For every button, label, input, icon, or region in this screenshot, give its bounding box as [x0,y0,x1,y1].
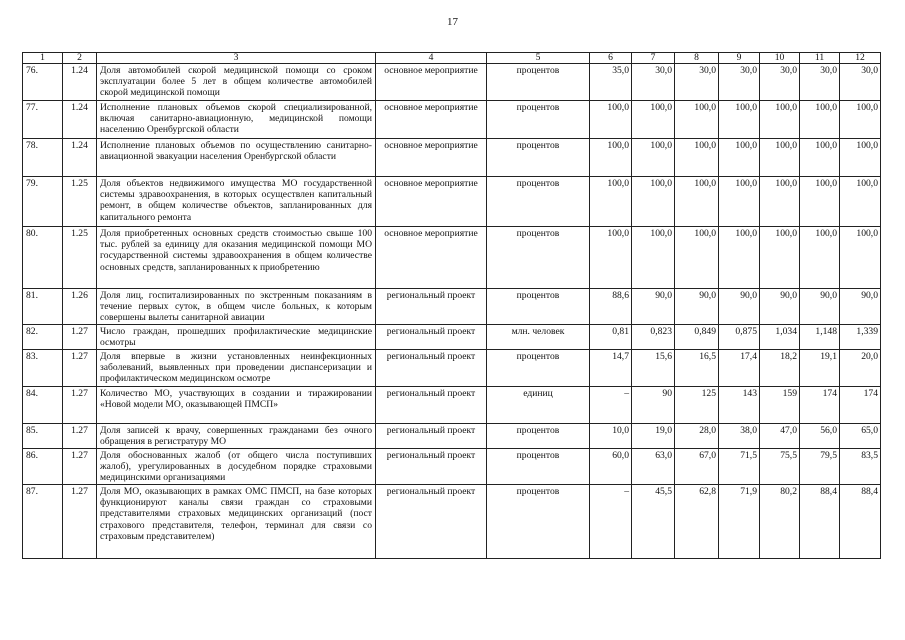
code-cell: 1.27 [63,325,97,350]
value-cell: 60,0 [590,449,632,485]
value-cell: 71,5 [719,449,760,485]
value-cell: 1,148 [800,325,840,350]
value-cell: 28,0 [675,424,719,449]
column-number-cell: 4 [376,53,487,64]
table-row [23,64,881,101]
value-cell: 100,0 [632,177,675,227]
row-number-cell: 84. [23,387,63,424]
value-cell: 100,0 [719,177,760,227]
value-cell: 100,0 [675,139,719,177]
value-cell: 80,2 [760,485,800,559]
table-row [23,424,881,449]
value-cell: – [590,387,632,424]
value-cell: 100,0 [590,177,632,227]
value-cell: 83,5 [840,449,881,485]
value-cell: 63,0 [632,449,675,485]
row-number-cell: 76. [23,64,63,101]
column-number-cell: 3 [97,53,376,64]
row-number-cell: 79. [23,177,63,227]
value-cell: 17,4 [719,350,760,387]
value-cell: 90,0 [719,289,760,325]
indicator-type-cell: региональный проект [376,387,487,424]
unit-cell: процентов [487,64,590,101]
value-cell: 100,0 [590,101,632,139]
table-row [23,177,881,227]
value-cell: 100,0 [800,101,840,139]
row-number-cell: 85. [23,424,63,449]
indicator-type-cell: основное мероприятие [376,227,487,289]
value-cell: 100,0 [840,101,881,139]
indicator-type-cell: региональный проект [376,449,487,485]
column-number-cell: 8 [675,53,719,64]
value-cell: 90 [632,387,675,424]
column-number-cell: 12 [840,53,881,64]
value-cell: 0,849 [675,325,719,350]
value-cell: – [590,485,632,559]
value-cell: 100,0 [840,177,881,227]
value-cell: 88,4 [840,485,881,559]
value-cell: 30,0 [632,64,675,101]
value-cell: 100,0 [675,227,719,289]
row-number-cell: 83. [23,350,63,387]
value-cell: 71,9 [719,485,760,559]
code-cell: 1.27 [63,449,97,485]
value-cell: 30,0 [840,64,881,101]
indicator-type-cell: основное мероприятие [376,101,487,139]
table-row [23,350,881,387]
value-cell: 100,0 [800,139,840,177]
value-cell: 90,0 [840,289,881,325]
value-cell: 47,0 [760,424,800,449]
code-cell: 1.24 [63,64,97,101]
indicator-type-cell: региональный проект [376,325,487,350]
column-number-cell: 11 [800,53,840,64]
row-number-cell: 87. [23,485,63,559]
table-body [23,64,881,559]
value-cell: 18,2 [760,350,800,387]
unit-cell: процентов [487,449,590,485]
indicator-name-cell: Число граждан, прошедших профилактические медицинские осмотры [97,325,376,350]
row-number-cell: 81. [23,289,63,325]
value-cell: 65,0 [840,424,881,449]
value-cell: 0,875 [719,325,760,350]
value-cell: 75,5 [760,449,800,485]
indicator-type-cell: региональный проект [376,289,487,325]
row-number-cell: 80. [23,227,63,289]
value-cell: 100,0 [632,101,675,139]
value-cell: 100,0 [719,101,760,139]
table-row [23,485,881,559]
row-number-cell: 78. [23,139,63,177]
value-cell: 35,0 [590,64,632,101]
page-number: 17 [447,16,458,28]
table-row [23,449,881,485]
unit-cell: процентов [487,289,590,325]
unit-cell: процентов [487,139,590,177]
column-number-cell: 5 [487,53,590,64]
table-row [23,387,881,424]
row-number-cell: 77. [23,101,63,139]
value-cell: 90,0 [675,289,719,325]
value-cell: 88,4 [800,485,840,559]
indicator-name-cell: Исполнение плановых объемов по осуществлению санитарно-авиационной эвакуации населения Оренбургской области [97,139,376,177]
indicator-type-cell: основное мероприятие [376,64,487,101]
indicators-table [22,52,881,559]
value-cell: 88,6 [590,289,632,325]
value-cell: 100,0 [590,227,632,289]
value-cell: 100,0 [675,177,719,227]
value-cell: 90,0 [760,289,800,325]
indicator-type-cell: региональный проект [376,424,487,449]
value-cell: 100,0 [840,139,881,177]
value-cell: 174 [800,387,840,424]
unit-cell: процентов [487,177,590,227]
value-cell: 30,0 [719,64,760,101]
value-cell: 100,0 [840,227,881,289]
value-cell: 90,0 [632,289,675,325]
value-cell: 16,5 [675,350,719,387]
unit-cell: единиц [487,387,590,424]
value-cell: 100,0 [719,227,760,289]
row-number-cell: 82. [23,325,63,350]
code-cell: 1.27 [63,350,97,387]
value-cell: 100,0 [760,139,800,177]
code-cell: 1.24 [63,101,97,139]
column-number-cell: 2 [63,53,97,64]
code-cell: 1.27 [63,485,97,559]
value-cell: 45,5 [632,485,675,559]
value-cell: 125 [675,387,719,424]
value-cell: 19,0 [632,424,675,449]
value-cell: 100,0 [760,101,800,139]
value-cell: 143 [719,387,760,424]
row-number-cell: 86. [23,449,63,485]
code-cell: 1.26 [63,289,97,325]
value-cell: 20,0 [840,350,881,387]
indicator-name-cell: Доля лиц, госпитализированных по экстренным показаниям в течение первых суток, в общем числе больных, к которым совершены вылеты санитарной авиации [97,289,376,325]
value-cell: 30,0 [800,64,840,101]
value-cell: 100,0 [719,139,760,177]
value-cell: 100,0 [760,227,800,289]
indicator-type-cell: региональный проект [376,350,487,387]
unit-cell: процентов [487,424,590,449]
code-cell: 1.25 [63,177,97,227]
value-cell: 38,0 [719,424,760,449]
column-number-row [23,53,881,64]
value-cell: 14,7 [590,350,632,387]
indicator-name-cell: Доля объектов недвижимого имущества МО государственной системы здравоохранения, в которых осуществлен капитальный ремонт, в общем количестве объектов, запланированных для капитального ремонта [97,177,376,227]
indicator-type-cell: основное мероприятие [376,139,487,177]
table-row [23,325,881,350]
value-cell: 15,6 [632,350,675,387]
table-row [23,139,881,177]
value-cell: 100,0 [800,227,840,289]
unit-cell: млн. человек [487,325,590,350]
value-cell: 0,823 [632,325,675,350]
value-cell: 62,8 [675,485,719,559]
value-cell: 0,81 [590,325,632,350]
value-cell: 100,0 [675,101,719,139]
value-cell: 159 [760,387,800,424]
table-row [23,101,881,139]
value-cell: 100,0 [632,227,675,289]
indicator-name-cell: Доля впервые в жизни установленных неинфекционных заболеваний, выявленных при проведении диспансеризации и профилактическом медицинском осмотре [97,350,376,387]
unit-cell: процентов [487,485,590,559]
value-cell: 1,034 [760,325,800,350]
indicator-name-cell: Доля обоснованных жалоб (от общего числа поступивших жалоб), урегулированных в досудебном порядке страховыми медицинскими организациями [97,449,376,485]
table-row [23,289,881,325]
indicator-type-cell: региональный проект [376,485,487,559]
value-cell: 90,0 [800,289,840,325]
value-cell: 174 [840,387,881,424]
indicator-name-cell: Исполнение плановых объемов скорой специализированной, включая санитарно-авиационную, медицинской помощи населению Оренбургской области [97,101,376,139]
indicator-name-cell: Количество МО, участвующих в создании и тиражировании «Новой модели МО, оказывающей ПМСП» [97,387,376,424]
value-cell: 67,0 [675,449,719,485]
indicator-name-cell: Доля МО, оказывающих в рамках ОМС ПМСП, на базе которых функционируют каналы связи граждан со страховыми представителями страховых медицинских организаций (пост страхового представителя, телефон, терминал для связи со страховым представителем) [97,485,376,559]
value-cell: 100,0 [632,139,675,177]
column-number-cell: 10 [760,53,800,64]
column-number-cell: 9 [719,53,760,64]
value-cell: 100,0 [760,177,800,227]
value-cell: 100,0 [800,177,840,227]
code-cell: 1.25 [63,227,97,289]
column-number-cell: 6 [590,53,632,64]
indicator-name-cell: Доля приобретенных основных средств стоимостью свыше 100 тыс. рублей за единицу для оказания медицинской помощи МО государственной системы здравоохранения в общем количестве основных средств, запланированных к приобретению [97,227,376,289]
indicator-name-cell: Доля автомобилей скорой медицинской помощи со сроком эксплуатации более 5 лет в общем количестве автомобилей скорой медицинской помощи [97,64,376,101]
column-number-cell: 7 [632,53,675,64]
unit-cell: процентов [487,227,590,289]
value-cell: 10,0 [590,424,632,449]
column-number-cell: 1 [23,53,63,64]
code-cell: 1.27 [63,387,97,424]
code-cell: 1.27 [63,424,97,449]
value-cell: 19,1 [800,350,840,387]
value-cell: 30,0 [675,64,719,101]
value-cell: 100,0 [590,139,632,177]
unit-cell: процентов [487,350,590,387]
code-cell: 1.24 [63,139,97,177]
value-cell: 56,0 [800,424,840,449]
value-cell: 1,339 [840,325,881,350]
indicator-type-cell: основное мероприятие [376,177,487,227]
unit-cell: процентов [487,101,590,139]
value-cell: 79,5 [800,449,840,485]
table-row [23,227,881,289]
value-cell: 30,0 [760,64,800,101]
indicator-name-cell: Доля записей к врачу, совершенных гражданами без очного обращения в регистратуру МО [97,424,376,449]
